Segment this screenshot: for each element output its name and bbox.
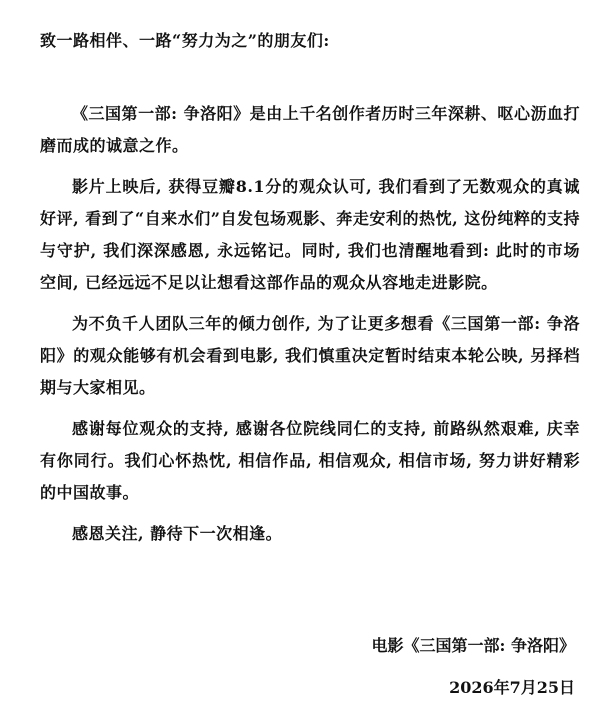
letter-body: [40, 98, 580, 559]
paragraph-reception: 影片上映后, 获得豆瓣8.1分的观众认可, 我们看到了无数观众的真诚好评, 看到了“自来水们”自发包场观影、奔走安利的热忱, 这份纯粹的支持与守护, 我们深深感恩, 永远铭记。同时, 我们也清醒地看到: 此时的市场空间, 已经远远不足以让想看这部作品的观众从容地走进影院。: [40, 177, 580, 292]
salutation: 致一路相伴、一路“努力为之”的朋友们:: [40, 31, 330, 50]
signature: 电影《三国第一部: 争洛阳》: [371, 636, 575, 655]
paragraph-thanks: 感谢每位观众的支持, 感谢各位院线同仁的支持, 前路纵然艰难, 庆幸有你同行。我们心怀热忱, 相信作品, 相信观众, 相信市场, 努力讲好精彩的中国故事。: [40, 419, 580, 502]
paragraph-closing: 感恩关注, 静待下一次相逢。: [72, 524, 283, 543]
date: 2026年7月25日: [449, 678, 575, 697]
paragraph-intro: 《三国第一部: 争洛阳》是由上千名创作者历时三年深耕、呕心沥血打磨而成的诚意之作。: [40, 104, 580, 155]
paragraph-decision: 为不负千人团队三年的倾力创作, 为了让更多想看《三国第一部: 争洛阳》的观众能够有机会看到电影, 我们慎重决定暂时结束本轮公映, 另择档期与大家相见。: [40, 314, 580, 397]
